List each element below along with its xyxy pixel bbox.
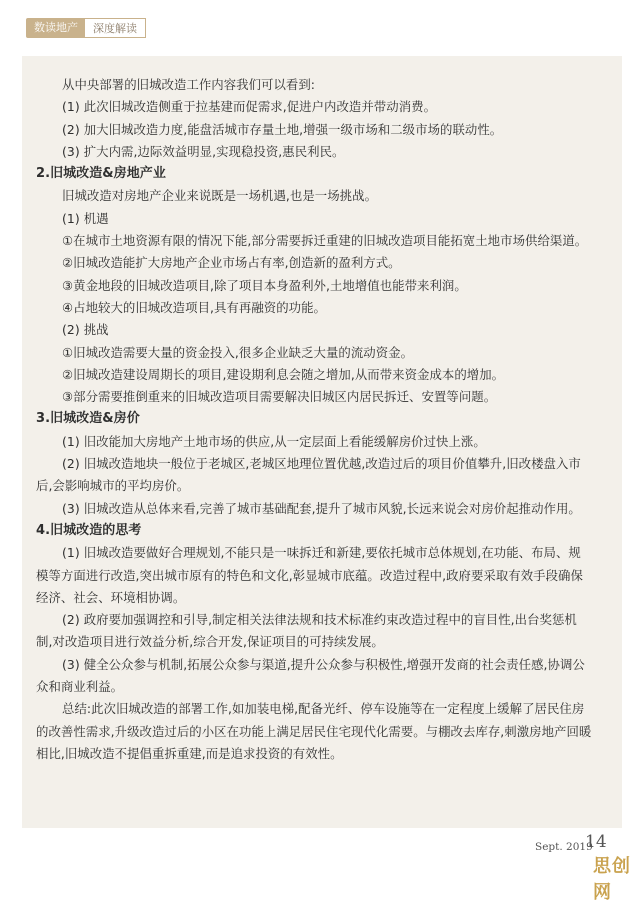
paragraph: (3) 健全公众参与机制,拓展公众参与渠道,提升公众参与积极性,增强开发商的社会责任感,协调公众和商业利益。 <box>36 656 585 695</box>
paragraph: (2) 挑战 <box>62 322 109 338</box>
section-tag: 数读地产 <box>26 18 85 38</box>
paragraph: (3) 扩大内需,边际效益明显,实现稳投资,惠民利民。 <box>62 143 345 159</box>
paragraph: ①在城市土地资源有限的情况下能,部分需要拆迁重建的旧城改造项目能拓宽土地市场供给渠道。 <box>62 233 588 249</box>
paragraph: (3) 旧城改造从总体来看,完善了城市基础配套,提升了城市风貌,长远来说会对房价起推动作用。 <box>62 500 581 516</box>
page-number: 14 <box>585 832 607 852</box>
paragraph: (1) 旧城改造要做好合理规划,不能只是一味拆迁和新建,要依托城市总体规划,在功能、布局、规模等方面进行改造,突出城市原有的特色和文化,彰显城市底蕴。改造过程中,政府要采取有效手段确保经济、社会、环境相协调。 <box>36 545 583 605</box>
paragraph: 总结:此次旧城改造的部署工作,如加装电梯,配备光纤、停车设施等在一定程度上缓解了居民住房的改善性需求,升级改造过后的小区在功能上满足居民住宅现代化需要。与棚改去库存,刺激房地产回暖相比,旧城改造不提倡重拆重建,而是追求投资的有效性。 <box>36 701 592 761</box>
paragraph: (2) 政府要加强调控和引导,制定相关法律法规和技术标准约束改造过程中的盲目性,出台奖惩机制,对改造项目进行效益分析,综合开发,保证项目的可持续发展。 <box>36 612 577 650</box>
section-subtitle: 深度解读 <box>85 18 146 38</box>
section-header <box>26 18 146 38</box>
paragraph: (1) 此次旧城改造侧重于拉基建而促需求,促进户内改造并带动消费。 <box>62 99 437 115</box>
paragraph: ②旧城改造建设周期长的项目,建设期利息会随之增加,从而带来资金成本的增加。 <box>62 366 505 382</box>
paragraph: (1) 机遇 <box>62 210 109 226</box>
paragraph: (2) 加大旧城改造力度,能盘活城市存量土地,增强一级市场和二级市场的联动性。 <box>62 121 503 137</box>
issue-date: Sept. 2019 <box>535 841 593 853</box>
section-heading: 3.旧城改造&房价 <box>36 411 140 427</box>
paragraph: 从中央部署的旧城改造工作内容我们可以看到: <box>62 77 316 92</box>
paragraph: ④占地较大的旧城改造项目,具有再融资的功能。 <box>62 299 326 315</box>
article-body <box>36 74 592 765</box>
paragraph: 旧城改造对房地产企业来说既是一场机遇,也是一场挑战。 <box>62 188 378 204</box>
paragraph: ③黄金地段的旧城改造项目,除了项目本身盈利外,土地增值也能带来利润。 <box>62 277 467 293</box>
paragraph: ②旧城改造能扩大房地产企业市场占有率,创造新的盈利方式。 <box>62 255 401 271</box>
section-heading: 2.旧城改造&房地产业 <box>36 166 166 182</box>
paragraph: ③部分需要推倒重来的旧城改造项目需要解决旧城区内居民拆迁、安置等问题。 <box>62 389 497 405</box>
watermark-logo: 思创网 <box>593 856 631 903</box>
section-heading: 4.旧城改造的思考 <box>36 522 142 538</box>
paragraph: (1) 旧改能加大房地产土地市场的供应,从一定层面上看能缓解房价过快上涨。 <box>62 433 486 449</box>
paragraph: ①旧城改造需要大量的资金投入,很多企业缺乏大量的流动资金。 <box>62 344 414 360</box>
paragraph: (2) 旧城改造地块一般位于老城区,老城区地理位置优越,改造过后的项目价值攀升,旧改楼盘入市后,会影响城市的平均房价。 <box>36 456 581 494</box>
